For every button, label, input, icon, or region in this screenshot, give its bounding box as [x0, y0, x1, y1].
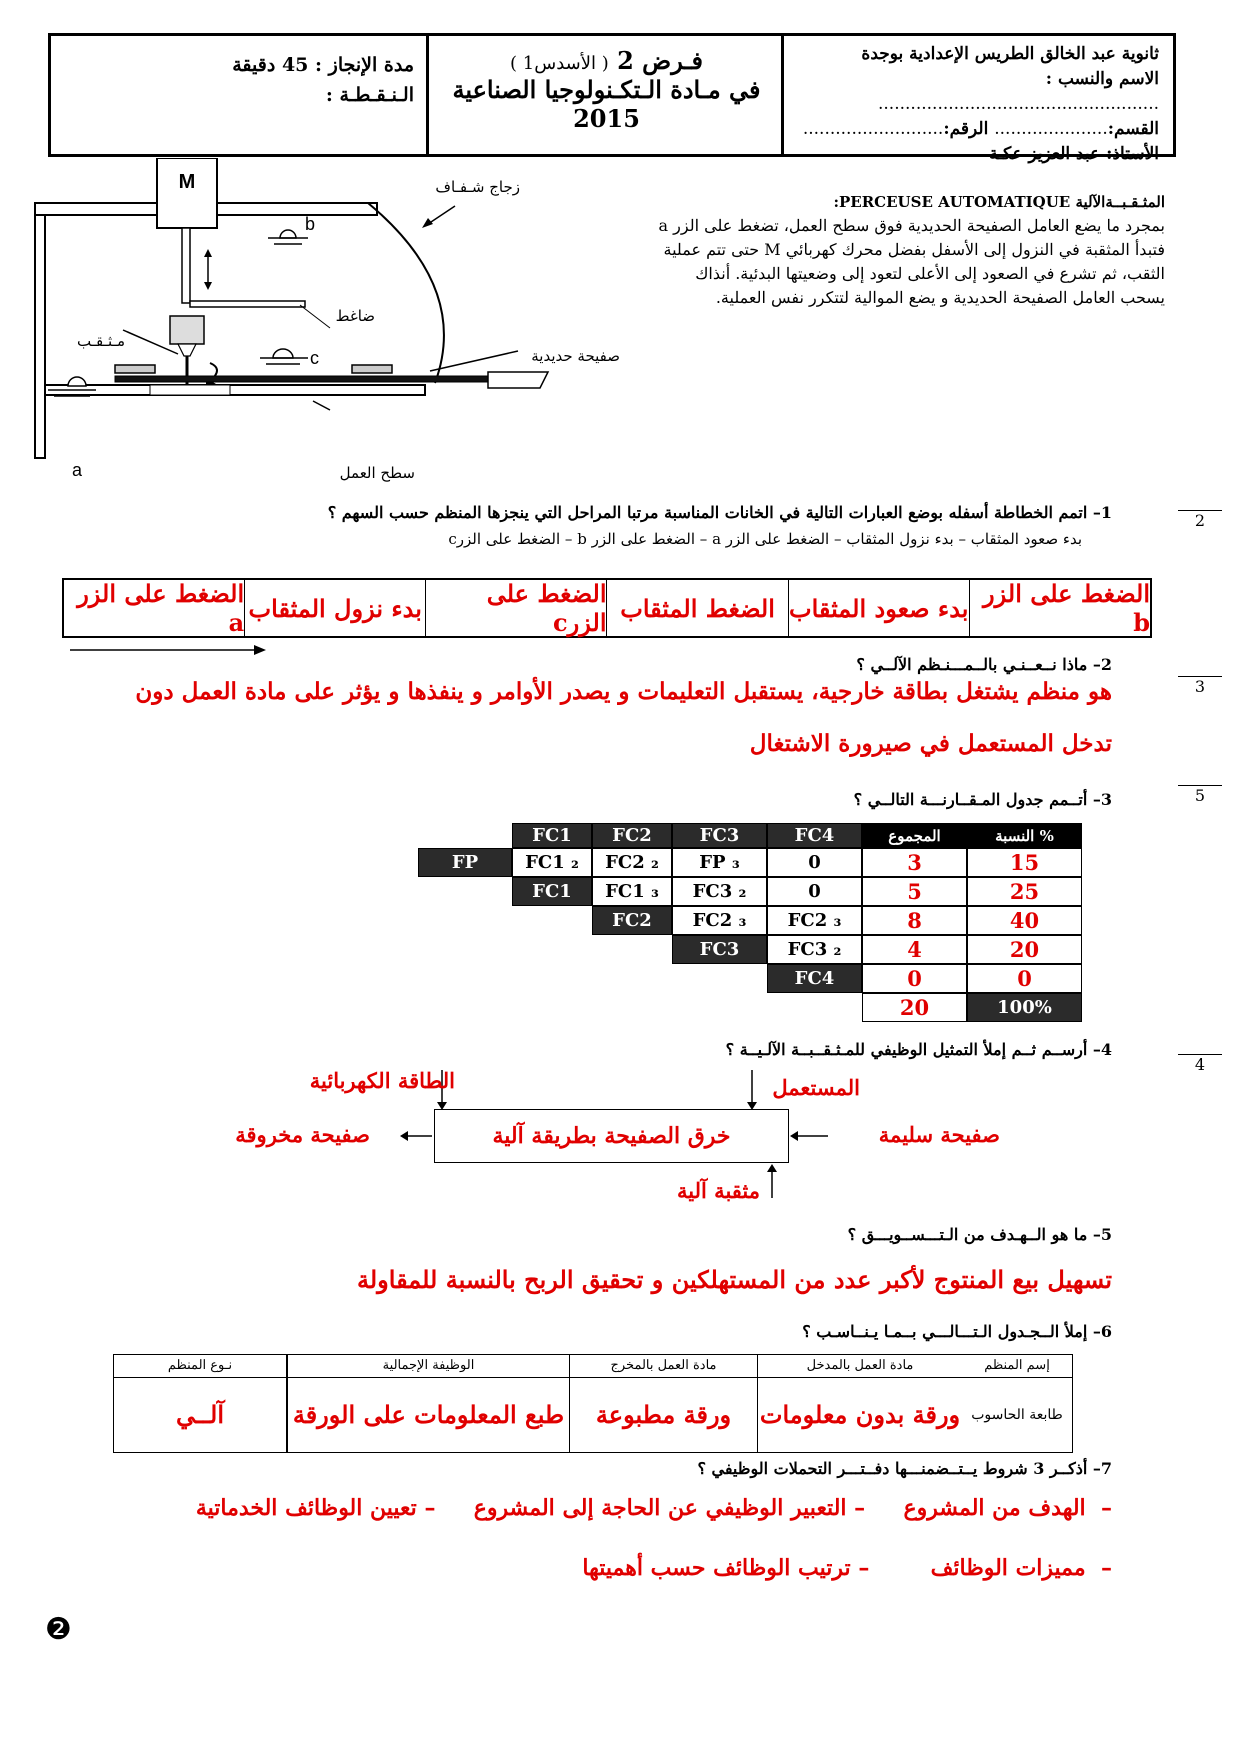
school-name: ثانوية عبد الخالق الطريس الإعدادية بوجدة [861, 44, 1159, 64]
total: 3 [862, 848, 967, 877]
duration: مدة الإنجاز : 45 دقيقة [232, 54, 414, 76]
year: 2015 [573, 104, 640, 133]
percent: 20 [967, 935, 1082, 964]
value-input: ورقة بدون معلومات [759, 1400, 961, 1429]
drill-label: مـثـقـب [76, 332, 125, 350]
th-total: المجموع [862, 823, 967, 848]
cell: 0 [767, 848, 862, 877]
row-label-fc3: FC3 [672, 935, 767, 964]
function-box: خرق الصفيحة بطريقة آلية [434, 1109, 789, 1163]
q6-text: 6– إملأ الــجـدول الـتـــالـــي بــمـا يـنــاسـب ؟ [802, 1322, 1112, 1341]
value-name: طابعة الحاسوب [971, 1406, 1063, 1423]
total: 4 [862, 935, 967, 964]
button-c-label: c [310, 348, 319, 368]
intro-line: فتبدأ المثقبة في النزول إلى الأسفل بفضل محرك كهربائي M حتى تتم عملية [663, 240, 1165, 259]
q2-answer-1: هو منظم يشتغل بطاقة خارجية، يستقبل التعليمات و يصدر الأوامر و ينفذها و يؤثر على مادة العمل دون [135, 678, 1112, 705]
cell: FC3 ₂ [767, 935, 862, 964]
th-fc3: FC3 [672, 823, 767, 848]
glass-label: زجاج شـفـاف [435, 178, 520, 196]
q5-text: 5– ما هو الــهـدف من الـتـــســويـــق ؟ [847, 1225, 1112, 1244]
class-field: القسم:..................... الرقم:.......................... [802, 119, 1159, 139]
col-function: الوظيفة الإجمالية طبع المعلومات على الورقة [287, 1355, 569, 1452]
process-cell: بدء صعود المثقاب [788, 580, 969, 636]
cell: FC3 ₂ [672, 877, 767, 906]
surface-label: سطح العمل [339, 464, 415, 482]
process-cell: الضغط المثقاب [606, 580, 787, 636]
total: 8 [862, 906, 967, 935]
score-q2: 3 [1178, 676, 1222, 696]
q1-options: بدء صعود المثقاب – بدء نزول المثقاب – الضغط على الزر a – الضغط على الزر b – الضغط على الزرc [448, 530, 1082, 548]
name-field: الاسم والنسب : .................................................... [878, 69, 1159, 114]
intro-line: يسحب العامل الصفيحة الحديدية و يضع الموالية لتتكرر نفس العملية. [715, 288, 1165, 307]
cell: FC1 ₂ [512, 848, 592, 877]
col-input: مادة العمل بالمدخل ورقة بدون معلومات [757, 1355, 962, 1452]
duration-block [51, 36, 426, 154]
presser-label: ضاغط [335, 307, 375, 325]
q7-line-1: – الهدف من المشروع – التعبير الوظيفي عن الحاجة إلى المشروع – تعيين الوظائف الخدماتية [195, 1495, 1112, 1521]
score-q4: 4 [1178, 1054, 1222, 1074]
value-function: طبع المعلومات على الورقة [292, 1400, 565, 1429]
q1-text: 1– اتمم الخطاطة أسفله بوضع العبارات التالية في الخانات المناسبة مرتبا المراحل التي ينجزها المنظم حسب السهم ؟ [327, 503, 1112, 522]
percent: 25 [967, 877, 1082, 906]
user-label: المستعمل [772, 1075, 860, 1100]
intro-line: الثقب، ثم تشرع في الصعود إلى الأعلى لتعود إلى وضعيتها البدئية. أنذاك [695, 264, 1165, 283]
cell: FP ₃ [672, 848, 767, 877]
row-label-fc1: FC1 [512, 877, 592, 906]
q7-line-2: – مميزات الوظائف – ترتيب الوظائف حسب أهميتها [582, 1555, 1112, 1581]
school-info [781, 36, 1173, 164]
cell: FC2 ₃ [767, 906, 862, 935]
motor-label: M [178, 171, 196, 193]
page-number: ❷ [45, 1612, 72, 1647]
cell: FC2 ₂ [592, 848, 672, 877]
intro-title: المثـقـبــةالآلية PERCEUSE AUTOMATIQUE: [833, 193, 1165, 211]
process-row [62, 578, 1152, 638]
support-label: مثقبة آلية [677, 1178, 760, 1203]
score-q3: 5 [1178, 785, 1222, 805]
button-b-label: b [305, 214, 316, 234]
row-label-fc4: FC4 [767, 964, 862, 993]
percent: 0 [967, 964, 1082, 993]
percent: 40 [967, 906, 1082, 935]
process-cell: الضغط على الزر a [77, 579, 245, 637]
process-cell: الضغط على الزر b [969, 580, 1150, 636]
total: 5 [862, 877, 967, 906]
q4-text: 4– أرســم ثــم إملأ التمثيل الوظيفي للمـثـقــبــة الآلـيــة ؟ [725, 1040, 1112, 1059]
drill-figure [30, 158, 630, 488]
grand-percent: 100% [967, 993, 1082, 1022]
total: 0 [862, 964, 967, 993]
row-label-fc2: FC2 [592, 906, 672, 935]
header-box [48, 33, 1176, 164]
subject: في مـادة الـتكـنولوجيا الصناعية [452, 75, 761, 104]
q2-answer-2: تدخل المستعمل في صيرورة الاشتغال [749, 730, 1112, 757]
cell: FC1 ₃ [592, 877, 672, 906]
sheet-label: صفيحة حديدية [531, 347, 620, 365]
organizer-table [113, 1354, 1073, 1453]
intro-line: بمجرد ما يضع العامل الصفيحة الحديدية فوق سطح العمل، تضغط على الزر a [658, 216, 1165, 235]
percent: 15 [967, 848, 1082, 877]
grand-total: 20 [862, 993, 967, 1022]
output-label: صفيحة مخروقة [235, 1122, 370, 1147]
motor [157, 158, 217, 228]
test-title: فـرض 2 ( الأسدس1 ) [510, 46, 703, 75]
th-fc1: FC1 [512, 823, 592, 848]
teacher-name: الأستاذ: عبد العزيز عكـة [989, 144, 1159, 164]
intro-text [605, 190, 1165, 310]
col-type: نـوع المنظم آلــي [114, 1355, 287, 1452]
cell: 0 [767, 877, 862, 906]
value-type: آلــي [175, 1400, 225, 1429]
col-name: إسم المنظم طابعة الحاسوب [962, 1355, 1072, 1452]
grade: الـنـقـطـة : [325, 84, 414, 106]
th-percent: النسبة % [967, 823, 1082, 848]
q7-text: 7– أذكــر 3 شروط يــتــضمنـــها دفــتـــر التحملات الوظيفي ؟ [697, 1459, 1112, 1478]
value-output: ورقة مطبوعة [595, 1400, 732, 1429]
input-label: صفيحة سليمة [878, 1122, 1000, 1147]
th-fc2: FC2 [592, 823, 672, 848]
q5-answer: تسهيل بيع المنتوج لأكبر عدد من المستهلكين و تحقيق الربح بالنسبة للمقاولة [357, 1265, 1112, 1294]
q3-text: 3– أتــمم جدول المـقــارنـــة التالــي ؟ [853, 790, 1112, 809]
th-fc4: FC4 [767, 823, 862, 848]
test-title-block [426, 36, 784, 154]
process-cell: بدء نزول المثقاب [244, 580, 425, 636]
col-output: مادة العمل بالمخرج ورقة مطبوعة [569, 1355, 757, 1452]
process-cell: الضغط على الزرc [425, 580, 606, 636]
row-label-fp: FP [418, 848, 512, 877]
energy-label: الطاقة الكهربائية [309, 1068, 455, 1093]
q2-text: 2– ماذا نــعــنـي بالــمـــنـظم الآلــي ؟ [856, 655, 1112, 674]
cell: FC2 ₃ [672, 906, 767, 935]
button-a-label: a [72, 460, 83, 480]
score-q1: 2 [1178, 510, 1222, 530]
